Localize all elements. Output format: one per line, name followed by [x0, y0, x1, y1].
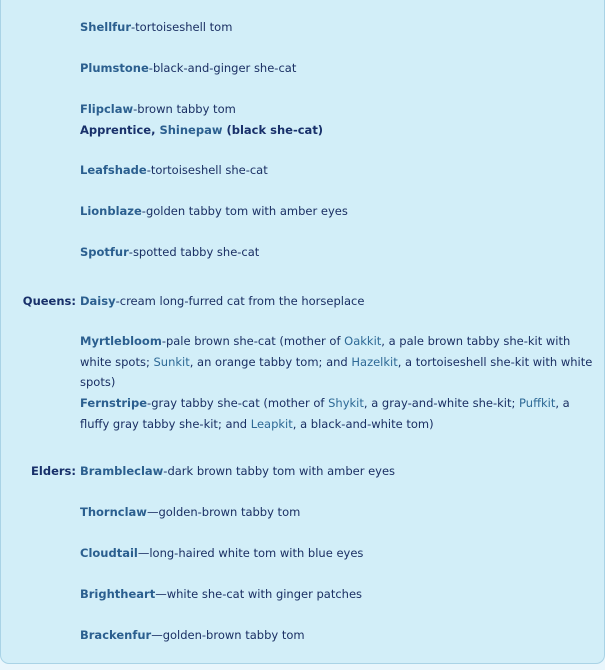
cat-description: brown tabby tom: [137, 102, 236, 116]
cat-description: -pale brown she-cat (mother of: [161, 334, 345, 348]
cat-description: , a pale brown tabby she-kit with white spots;: [80, 334, 571, 369]
queen-entry: [80, 291, 602, 312]
kit-name[interactable]: Hazelkit: [351, 354, 398, 369]
cat-name[interactable]: Fernstripe: [80, 396, 148, 410]
cat-description: black-and-ginger she-cat: [152, 61, 297, 75]
cat-name[interactable]: Daisy: [80, 294, 116, 308]
cat-description: -gray tabby she-cat (mother of: [147, 396, 329, 410]
section-label-elders: Elders:: [31, 464, 76, 478]
separator: -: [141, 204, 146, 218]
separator: -: [128, 245, 133, 259]
apprentice-label: Apprentice,: [80, 122, 160, 137]
kit-name[interactable]: Leapkit: [250, 416, 293, 431]
separator: -: [148, 61, 153, 75]
kit-name[interactable]: Sunkit: [153, 354, 190, 369]
cat-description: , an orange tabby tom; and: [189, 354, 352, 369]
separator: -: [133, 102, 138, 116]
cat-description: , a black-and-white tom): [292, 416, 434, 431]
cat-description: , a tortoiseshell she-kit with white spots): [80, 354, 593, 389]
separator: -: [131, 20, 136, 34]
cat-name[interactable]: Leafshade: [80, 163, 147, 177]
kit-name[interactable]: Puffkit: [519, 396, 556, 410]
separator: -: [163, 464, 168, 478]
separator: —: [137, 546, 150, 560]
cat-description: , a gray-and-white she-kit;: [363, 396, 520, 410]
cat-description: tortoiseshell tom: [135, 20, 233, 34]
section-label-queens: Queens:: [22, 294, 76, 308]
cat-name[interactable]: Plumstone: [80, 61, 149, 75]
cat-description: cream long-furred cat from the horseplace: [119, 294, 365, 308]
apprentice-description: (black she-cat): [222, 122, 324, 137]
cat-description: tortoiseshell she-cat: [150, 163, 268, 177]
separator: -: [146, 163, 151, 177]
cat-name[interactable]: Shellfur: [80, 20, 132, 34]
apprentice-name[interactable]: Shinepaw: [159, 122, 223, 137]
cat-name[interactable]: Lionblaze: [80, 204, 142, 218]
cat-name[interactable]: Flipclaw: [80, 102, 134, 116]
cat-description: golden-brown tabby tom: [162, 628, 305, 642]
cat-description: , a fluffy gray tabby she-kit; and: [80, 396, 570, 431]
cat-name[interactable]: Brightheart: [80, 587, 156, 601]
cat-description: dark brown tabby tom with amber eyes: [167, 464, 396, 478]
kit-name[interactable]: Shykit: [328, 396, 364, 410]
cat-description: spotted tabby she-cat: [132, 245, 260, 259]
cat-name[interactable]: Spotfur: [80, 245, 129, 259]
cat-name[interactable]: Brackenfur: [80, 628, 152, 642]
separator: -: [115, 294, 120, 308]
cat-description: golden-brown tabby tom: [158, 505, 301, 519]
cat-description: white she-cat with ginger patches: [166, 587, 363, 601]
cat-name[interactable]: Brambleclaw: [80, 464, 164, 478]
cat-description: long-haired white tom with blue eyes: [149, 546, 364, 560]
cat-description: golden tabby tom with amber eyes: [145, 204, 348, 218]
separator: —: [155, 587, 167, 601]
separator: —: [151, 628, 163, 642]
cat-name[interactable]: Thornclaw: [80, 505, 147, 519]
elder-entry: [80, 461, 602, 482]
cat-name[interactable]: Cloudtail: [80, 546, 138, 560]
separator: —: [146, 505, 159, 519]
cat-name[interactable]: Myrtlebloom: [80, 334, 162, 348]
kit-name[interactable]: Oakkit: [344, 334, 382, 348]
